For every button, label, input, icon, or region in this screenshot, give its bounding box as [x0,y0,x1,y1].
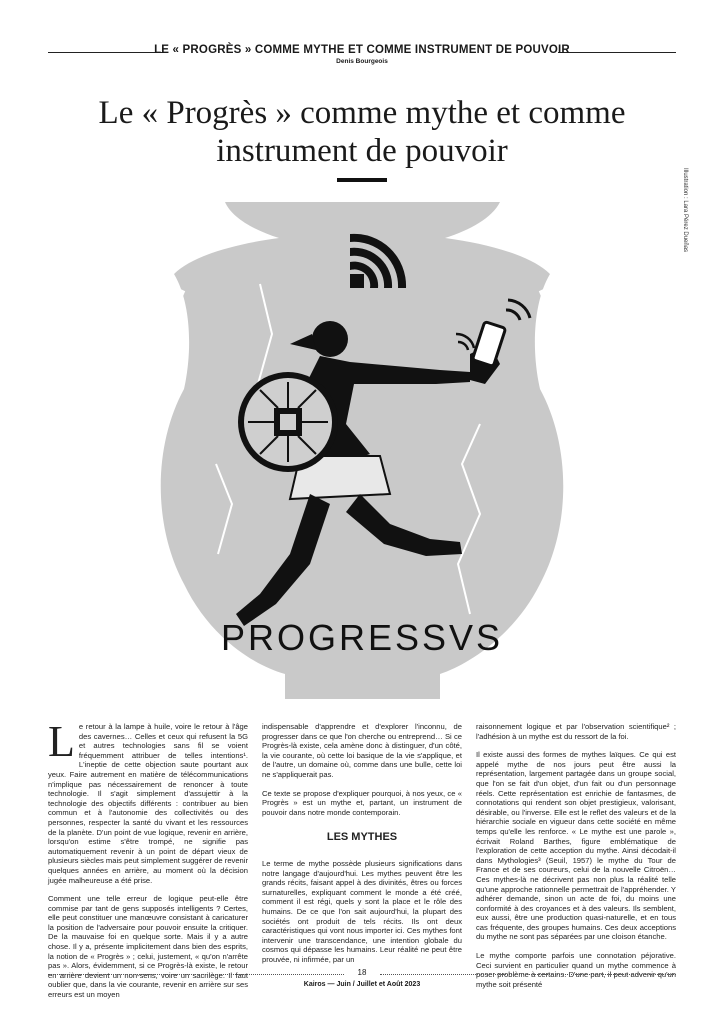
paragraph: indispensable d'apprendre et d'explorer l'inconnu, de progresser dans ce que l'on cherche ou entreprend… Si ce Progrès-là existe, cela amène donc à distinguer, d'un côté, la vie courante, où cette loi basique de la vie s'applique, et de l'autre, un domaine où, comme dans une bulle, cette loi ne s'appliquerait pas. [262,722,462,779]
title-divider [337,178,387,182]
paragraph-text: e retour à la lampe à huile, voire le retour à l'âge des cavernes… Celles et ceux qui refusent la 5G et autres technologies sans fil se voient fréquemment attribuer de telles intentions¹. L'ineptie de cette objection saute pourtant aux yeux. Faire autrement en matière de télécommunications n'implique pas nécessairement de renoncer à toute technologie. Il s'agit simplement d'assujettir à la technologie des objectifs différents : contribuer au bien commun et à l'autonomie des collectivités ou des personnes, respecter la santé du vivant et les ressources de la planète. D'un point de vue logique, revenir en arrière, lorsqu'on estime s'être trompé, ne signifie pas automatiquement revenir à un point de départ vieux de plusieurs siècles mais peut simplement suggérer de revenir quelques années en arrière, au moment où la décision jugée malheureuse a été prise. [48,722,248,885]
paragraph: Comment une telle erreur de logique peut-elle être commise par tant de gens supposés intelligents ? Certes, elle peut constituer une manœuvre consistant à caricaturer la position de l'adversaire pour pouvoir ensuite la critiquer. De la mauvaise foi en quelque sorte. Mais il y a autre chose. Il y a, présente implicitement dans bien des esprits, la notion de « Progrès » ; celui, justement, « qu'on n'arrête pas ». Alors, évidemment, si ce Progrès-là existe, le retour en arrière devient un non-sens, voire un sacrilège. Il faut oublier que, dans la vie courante, revenir en arrière sur ses erreurs est un moyen [48,894,248,1000]
paragraph: raisonnement logique et par l'observation scientifique² ; l'adhésion à un mythe est du ressort de la foi. [476,722,676,741]
author-name: Denis Bourgeois [336,58,388,65]
progress-warrior-vase-illustration [140,194,584,706]
illustration-credit: Illustration : Lara Pérez Dueñas [682,168,688,253]
paragraph: Le mythe comporte parfois une connotation péjorative. Ceci survient en particulier quand un mythe commence à poser problème à certains. D'une part, il peut advenir qu'un mythe soit présenté [476,951,676,989]
section-kicker: LE « PROGRÈS » COMME MYTHE ET COMME INSTRUMENT DE POUVOIR [154,44,570,56]
section-heading: LES MYTHES [326,831,398,844]
drop-cap: L [48,717,75,766]
page-footer [48,968,676,998]
issue-info: Kairos — Juin / Juillet et Août 2023 [303,981,421,988]
page-number: 18 [357,968,367,977]
section-header [48,44,676,66]
paragraph: Il existe aussi des formes de mythes laïques. Ce qui est appelé mythe de nos jours peut être aussi la représentation, largement partagée dans un groupe social, que l'on se fait d'un objet, d'un fait ou d'un personnage réels. Cette représentation est enrichie de fantasmes, de connotations qui rendent son objet prestigieux, valorisant, désirable, ou l'inverse. Elle est le reflet des valeurs et de la hiérarchie sociale en vigueur dans cette société en même temps qu'elle les renforce. « Le mythe est une parole », écrivait Roland Barthes, figure emblématique de l'exploration de cette acception du mythe. Ainsi décodait-il dans Mythologies³ (Seuil, 1957) le mythe du Tour de France et de ses coureurs, celui de la nouvelle Citroën… Ces mythes-là ne décrivent pas non plus la réalité telle qu'une approche rationnelle permettrait de l'appréhender. Y adhérer demande, sinon un acte de foi, du moins une conformité à des croyances et à des valeurs. Ils semblent, eux aussi, être une production quasi-naturelle, et en tous cas fréquente, des groupes humains. Ces deux acceptions du mythe ne sont pas séparées par une cloison étanche. [476,750,676,942]
vase-caption: PROGRESSVS [220,617,504,658]
paragraph: Le terme de mythe possède plusieurs significations dans notre langage d'aujourd'hui. Les mythes peuvent être les grands récits, faisant appel à des divinités, êtres ou forces surnaturelles, expliquant comment le monde a été créé, comment il est régi, quels y sont la place et le rôle des humains. De ce que l'on sait aujourd'hui, la plupart des sociétés ont produit de tels récits. Ils ont deux caractéristiques qui vont nous importer ici. Ces mythes font intervenir une transcendance, une intention globale du cosmos qui dépasse les humains. Leur réalité ne peut être prouvée, ni infirmée, par un [262,858,462,964]
paragraph: Ce texte se propose d'expliquer pourquoi, à nos yeux, ce « Progrès » est un mythe et, partant, un instrument de pouvoir dans notre monde contemporain. [262,788,462,817]
vase-svg [140,194,584,706]
article-column-3 [476,722,676,998]
article-column-1 [48,717,248,1009]
article-column-2 [262,722,462,973]
chip-shield-icon [238,372,338,472]
article-title: Le « Progrès » comme mythe et comme instrument de pouvoir [98,95,626,169]
paragraph [48,717,248,885]
